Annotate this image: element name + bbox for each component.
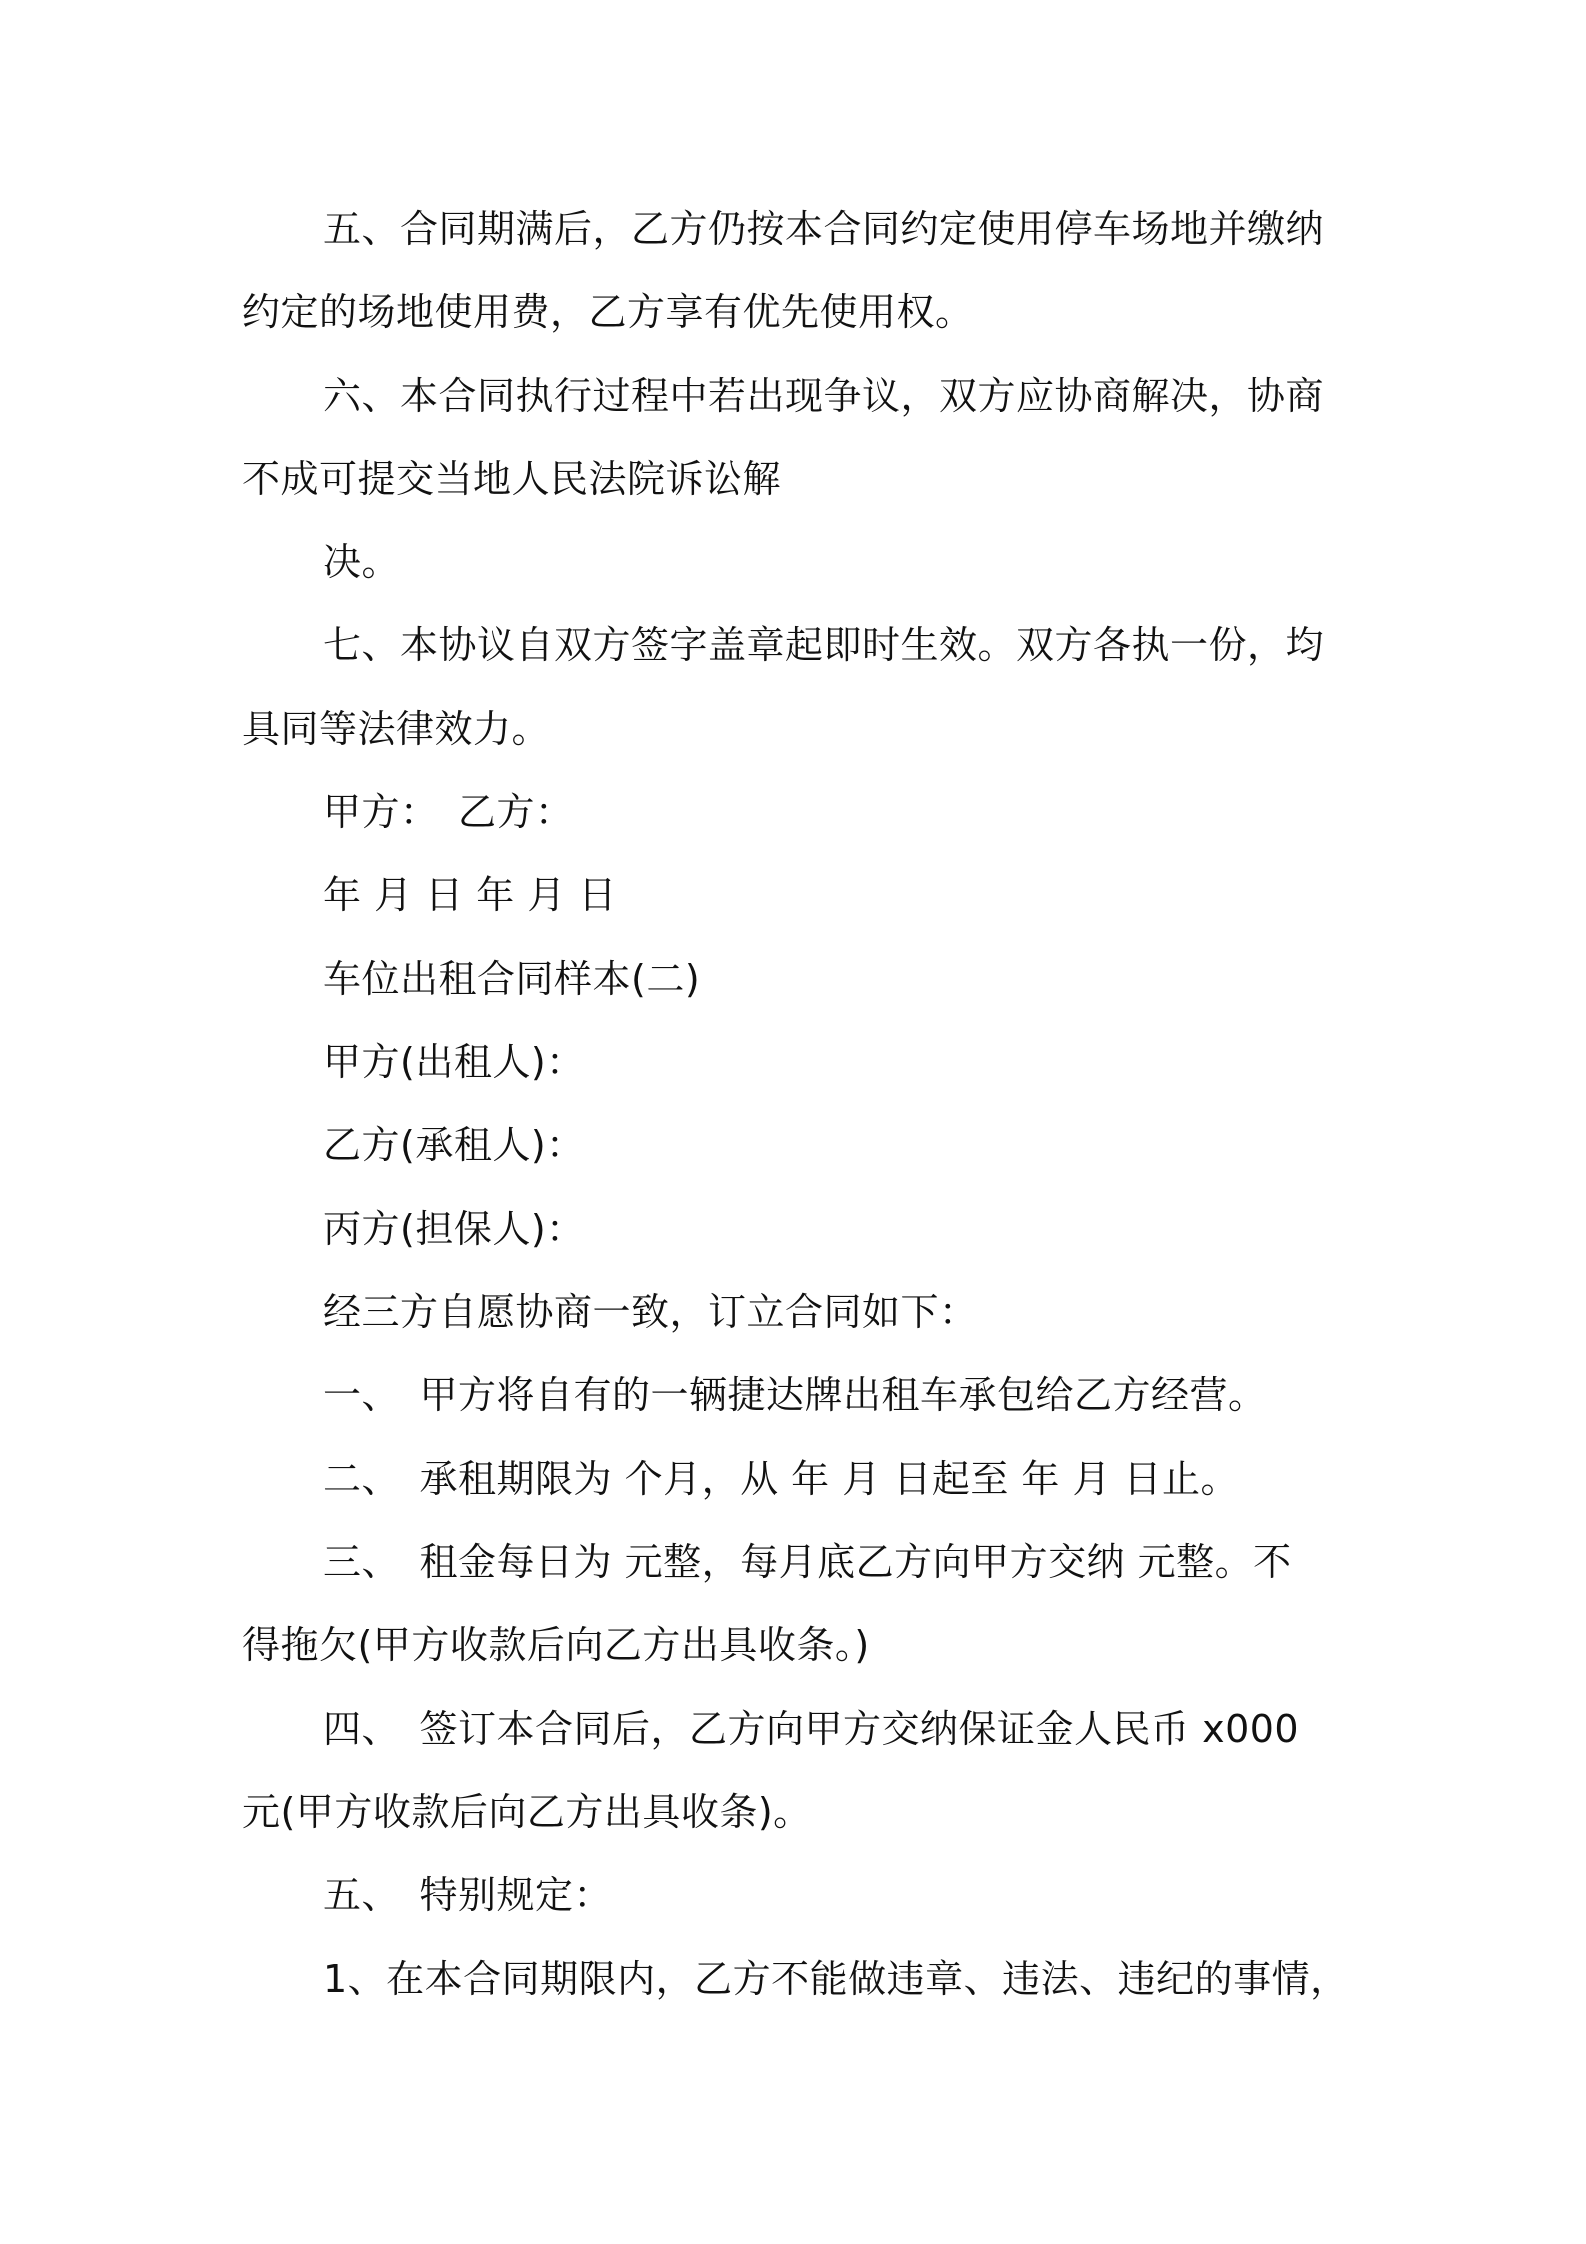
text-line: 经三方自愿协商一致，订立合同如下： xyxy=(323,1290,978,1334)
text-line: 五、 特别规定： xyxy=(323,1873,613,1917)
text-line: 年 月 日 年 月 日 xyxy=(323,873,617,917)
text-line: 决。 xyxy=(323,540,401,584)
text-line: 七、本协议自双方签字盖章起即时生效。双方各执一份，均 xyxy=(323,623,1325,667)
text-line: 四、 签订本合同后，乙方向甲方交纳保证金人民币 x000 xyxy=(323,1707,1300,1751)
text-line: 得拖欠(甲方收款后向乙方出具收条。) xyxy=(242,1623,870,1667)
text-line: 约定的场地使用费，乙方享有优先使用权。 xyxy=(242,290,974,334)
text-line: 六、本合同执行过程中若出现争议，双方应协商解决，协商 xyxy=(323,374,1325,418)
text-line: 甲方： 乙方： xyxy=(323,790,574,834)
text-line: 元(甲方收款后向乙方出具收条)。 xyxy=(242,1790,812,1834)
text-line: 一、 甲方将自有的一辆捷达牌出租车承包给乙方经营。 xyxy=(323,1373,1267,1417)
text-line: 不成可提交当地人民法院诉讼解 xyxy=(242,457,782,501)
text-line: 1、在本合同期限内，乙方不能做违章、违法、违纪的事情， xyxy=(323,1957,1349,2001)
text-line: 三、 租金每日为 元整，每月底乙方向甲方交纳 元整。不 xyxy=(323,1540,1292,1584)
text-line: 具同等法律效力。 xyxy=(242,707,551,751)
text-line: 乙方(承租人)： xyxy=(323,1123,585,1167)
text-line: 丙方(担保人)： xyxy=(323,1207,585,1251)
text-line: 五、合同期满后，乙方仍按本合同约定使用停车场地并缴纳 xyxy=(323,207,1325,251)
section-title: 车位出租合同样本(二) xyxy=(323,957,701,1001)
text-line: 二、 承租期限为 个月，从 年 月 日起至 年 月 日止。 xyxy=(323,1457,1240,1501)
text-line: 甲方(出租人)： xyxy=(323,1040,585,1084)
